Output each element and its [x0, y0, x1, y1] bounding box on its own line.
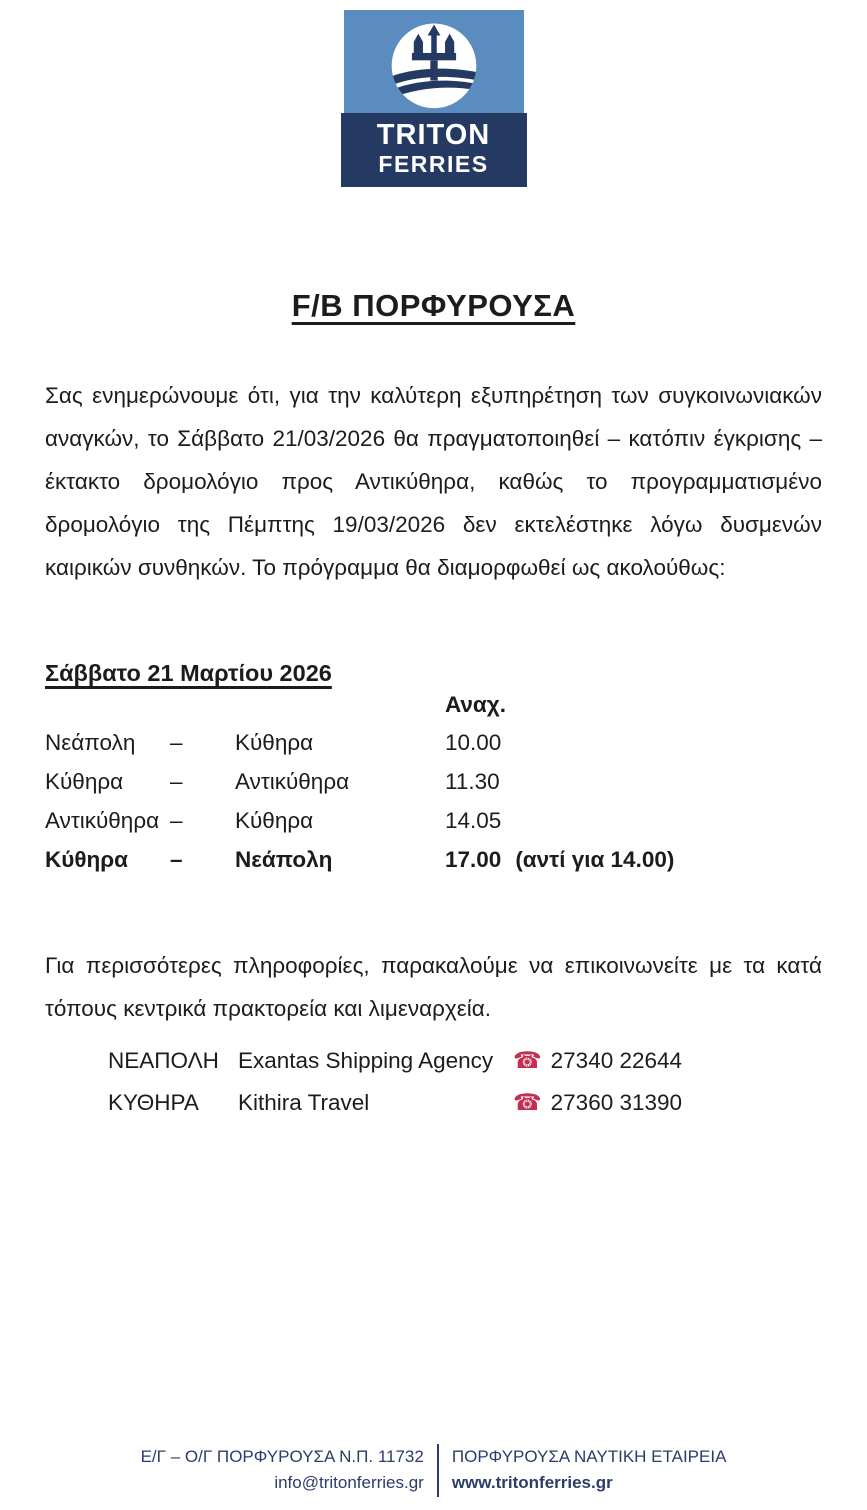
intro-paragraph: Σας ενημερώνουμε ότι, για την καλύτερη εξυπηρέτηση των συγκοινωνιακών αναγκών, το Σάββατο 21/03/2026 θα πραγματοποιηθεί – κατόπιν έγκρισης – έκτακτο δρομολόγιο προς Αντικύθηρα, καθώς το προγραμματισμένο δρομολόγιο της Πέμπτης 19/03/2026 δεν εκτελέστηκε λόγω δυσμενών καιρικών συνθηκών. Το πρόγραμμα θα διαμορφωθεί ως ακολούθως:	[45, 383, 822, 580]
route-destination: Κύθηρα	[235, 730, 314, 755]
footer-divider	[437, 1444, 439, 1497]
logo-text-ferries: FERRIES	[378, 151, 489, 177]
footer-company-name: ΠΟΡΦΥΡΟΥΣΑ ΝΑΥΤΙΚΗ ΕΤΑΙΡΕΙΑ	[451, 1447, 727, 1466]
schedule-row	[45, 808, 825, 847]
logo-emblem	[344, 10, 524, 113]
contact-agency: Exantas Shipping Agency	[238, 1048, 494, 1073]
schedule-date-heading: Σάββατο 21 Μαρτίου 2026	[45, 660, 332, 686]
footer-email: info@tritonferries.gr	[274, 1473, 424, 1493]
footer-vessel-registry: Ε/Γ – Ο/Γ ΠΟΡΦΥΡΟΥΣΑ Ν.Π. 11732	[140, 1447, 424, 1466]
route-destination: Κύθηρα	[235, 808, 314, 833]
logo-wordmark	[341, 113, 527, 187]
route-dash: –	[170, 847, 183, 872]
departure-time: 17.00	[445, 847, 502, 872]
route-destination: Νεάπολη	[235, 847, 333, 872]
departure-time: 10.00	[445, 730, 502, 755]
route-dash: –	[170, 730, 183, 755]
phone-icon: ☎	[513, 1090, 542, 1116]
contact-phone-cell	[513, 1048, 682, 1076]
contact-location: ΝΕΑΠΟΛΗ	[108, 1048, 219, 1073]
phone-icon: ☎	[513, 1048, 542, 1074]
contact-location: ΚΥΘΗΡΑ	[108, 1090, 199, 1115]
departure-time: 11.30	[445, 769, 500, 794]
route-dash: –	[170, 808, 183, 833]
route-origin: Αντικύθηρα	[45, 808, 160, 833]
departure-time: 14.05	[445, 808, 502, 833]
footer-website: www.tritonferries.gr	[451, 1473, 613, 1493]
contact-agency: Kithira Travel	[238, 1090, 370, 1115]
info-paragraph: Για περισσότερες πληροφορίες, παρακαλούμε να επικοινωνείτε με τα κατά τόπους κεντρικά πρακτορεία και λιμεναρχεία.	[45, 953, 822, 1021]
schedule-row	[45, 730, 825, 769]
contact-phone-number: 27360 31390	[550, 1090, 683, 1115]
contact-row	[108, 1048, 682, 1090]
trident-waves-icon	[388, 18, 480, 110]
time-change-note: (αντί για 14.00)	[515, 847, 675, 872]
schedule-row	[45, 847, 825, 886]
contact-phone-number: 27340 22644	[550, 1048, 683, 1073]
footer-left-block	[141, 1444, 424, 1497]
triton-ferries-logo	[341, 10, 527, 187]
route-origin: Κύθηρα	[45, 769, 124, 794]
footer-right-block	[452, 1444, 727, 1497]
route-origin: Νεάπολη	[45, 730, 136, 755]
contact-row	[108, 1090, 682, 1132]
departure-column-header: Αναχ.	[445, 692, 506, 717]
route-destination: Αντικύθηρα	[235, 769, 350, 794]
page-footer	[0, 1444, 867, 1497]
logo-text-triton: TRITON	[376, 119, 491, 151]
contacts-list	[108, 1048, 682, 1132]
route-origin: Κύθηρα	[45, 847, 129, 872]
schedule-row	[45, 769, 825, 808]
page-title: F/B ΠΟΡΦΥΡΟΥΣΑ	[291, 288, 576, 323]
schedule-table	[45, 730, 825, 886]
departure-time-cell	[445, 847, 825, 873]
contact-phone-cell	[513, 1090, 682, 1118]
route-dash: –	[170, 769, 183, 794]
